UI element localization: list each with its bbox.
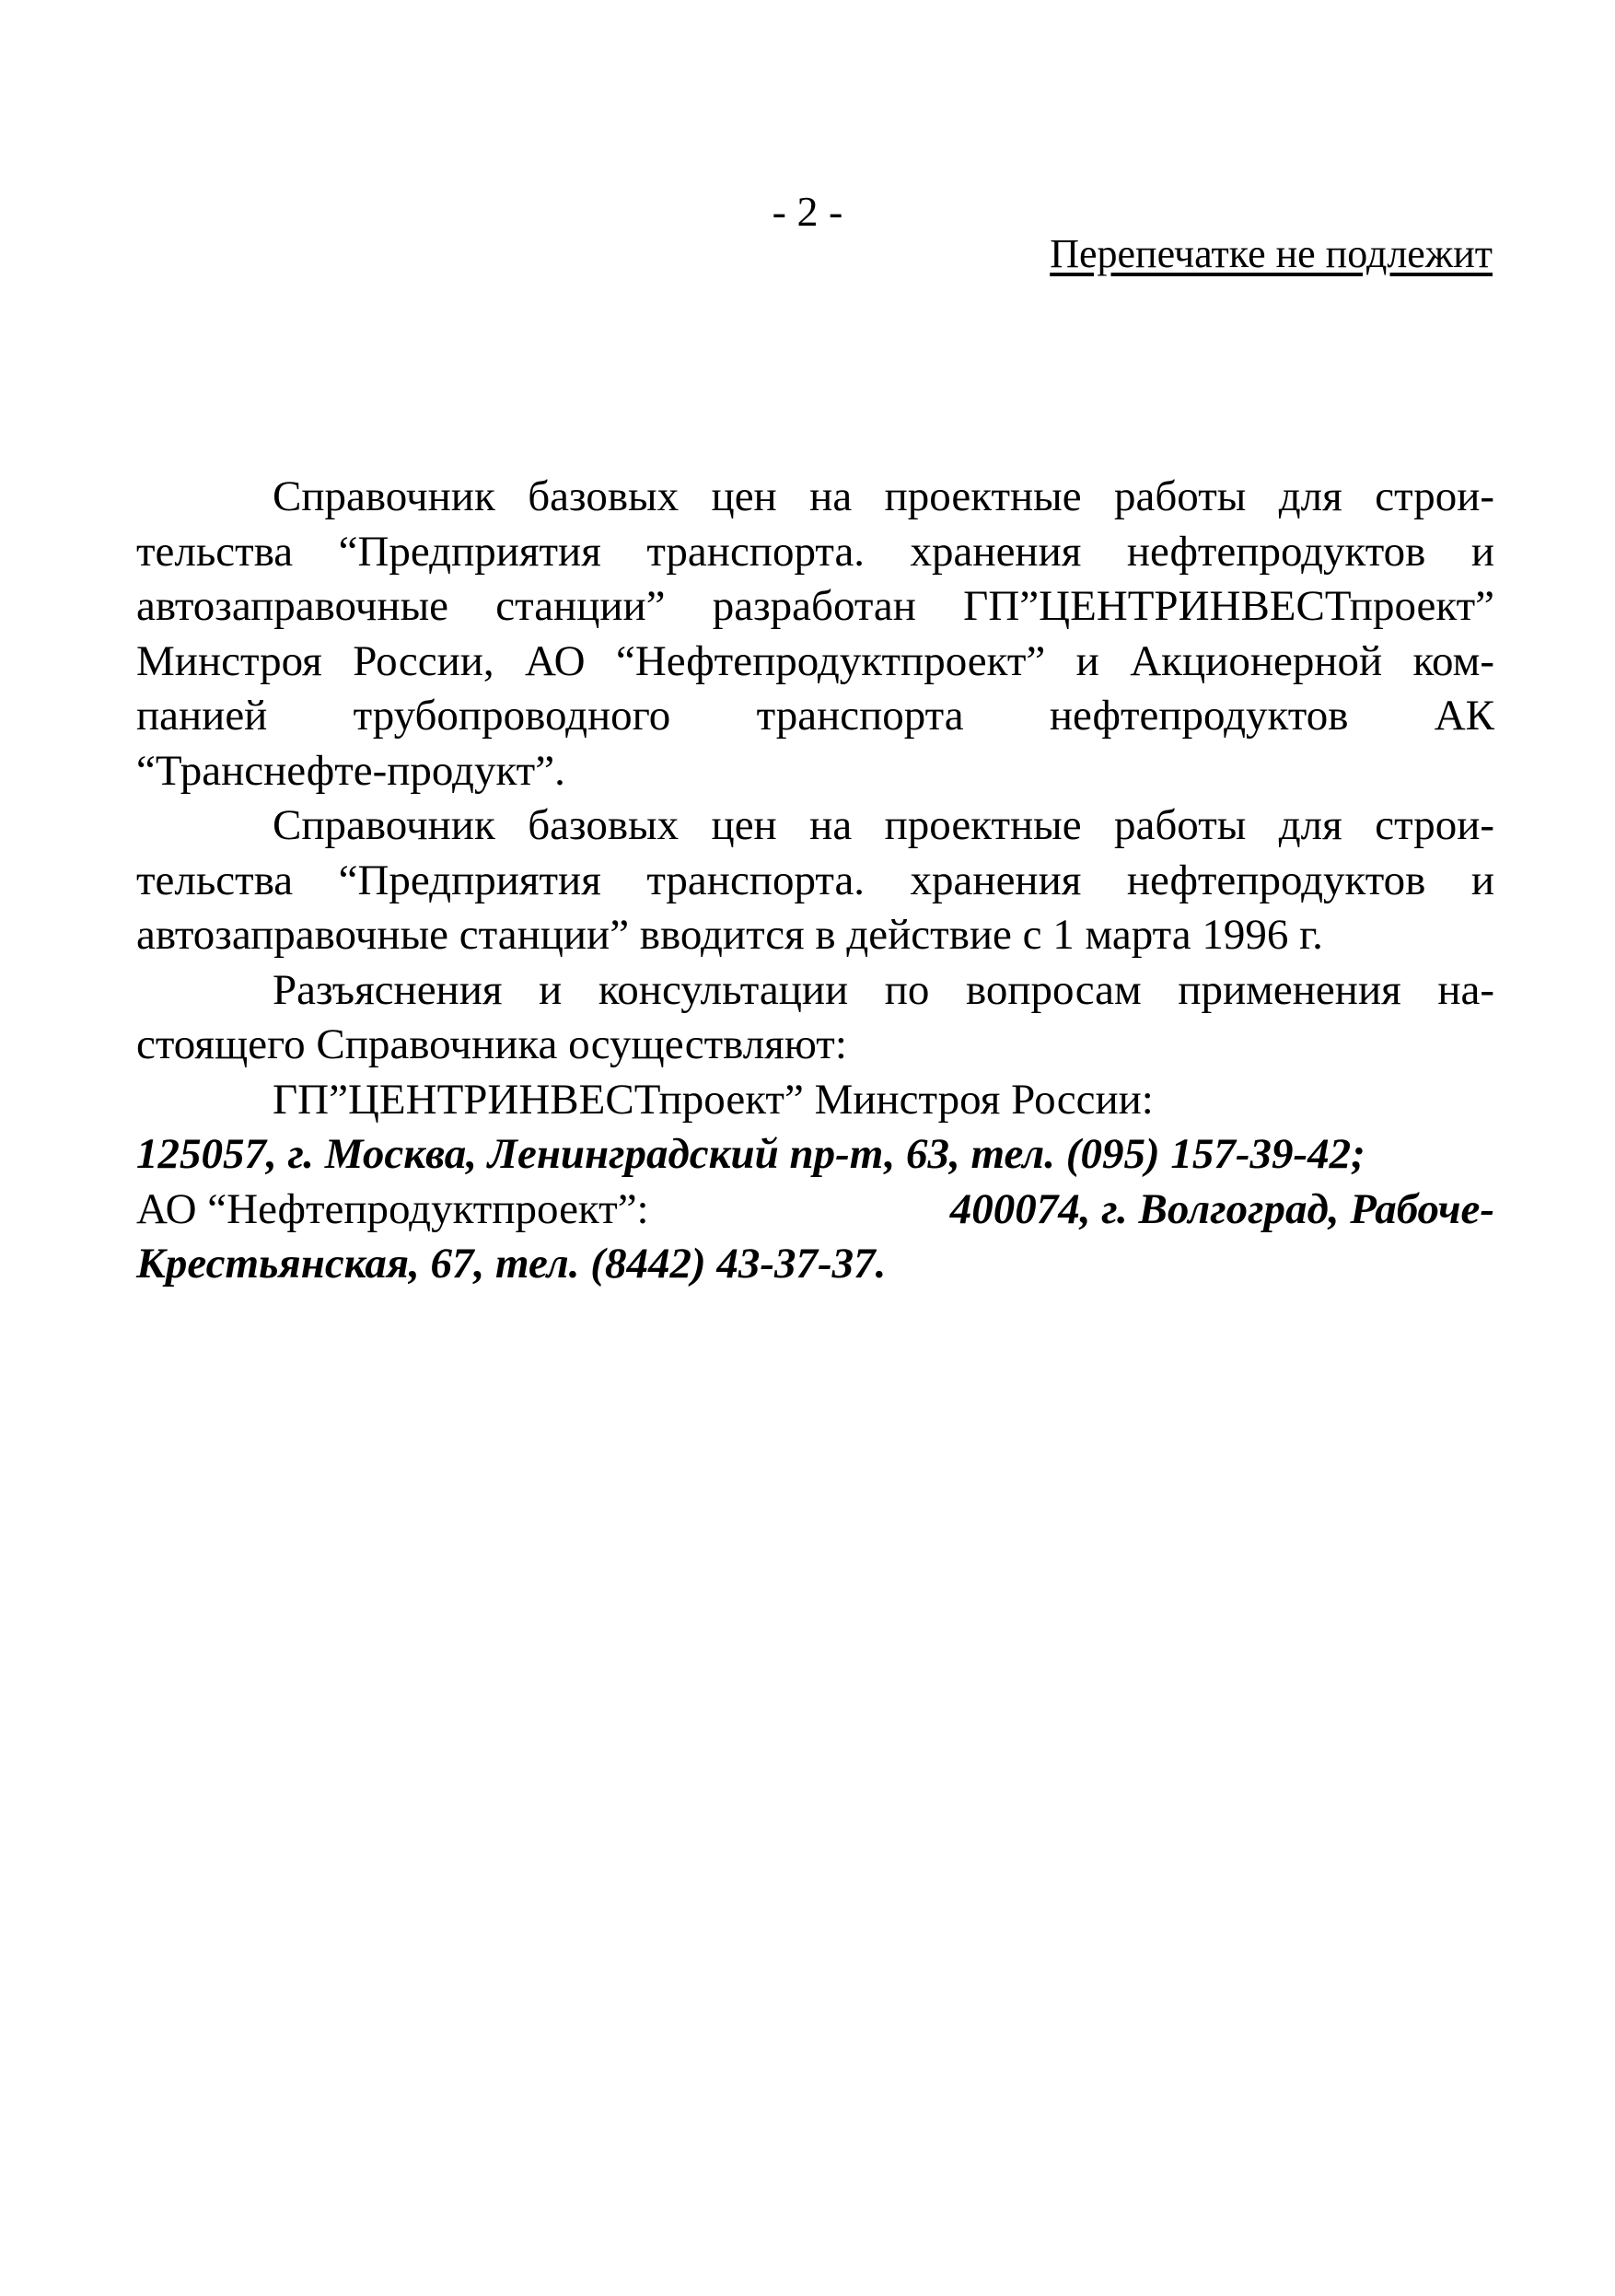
org2-name: АО “Нефтепродуктпроект”: — [136, 1184, 649, 1233]
text-line: Справочник базовых цен на проектные работы для строи- — [273, 472, 1494, 520]
text-line: Справочник базовых цен на проектные работы для строи- — [273, 801, 1494, 849]
text-line: тельства “Предприятия транспорта. хранения нефтепродуктов и — [136, 856, 1494, 904]
reprint-prohibited-stamp: Перепечатке не подлежит — [1050, 231, 1493, 276]
page-number: - 2 - — [772, 188, 843, 235]
paragraph-effective-date — [136, 798, 1494, 963]
text-line: автозаправочные станции” разработан ГП”ЦЕНТРИНВЕСТпроект” — [136, 582, 1494, 630]
org2-address-part2: Крестьянская, 67, тел. (8442) 43-37-37. — [136, 1240, 887, 1288]
paragraph-consultations — [136, 963, 1494, 1073]
contacts-block — [136, 1073, 1494, 1292]
text-line: “Транснефте-продукт”. — [136, 746, 565, 795]
text-line: Разъяснения и консультации по вопросам применения на- — [273, 965, 1494, 1014]
org2-address-part1: 400074, г. Волгоград, Рабоче- — [949, 1184, 1494, 1233]
text-line: тельства “Предприятия транспорта. хранения нефтепродуктов и — [136, 527, 1494, 576]
org1-name: ГП”ЦЕНТРИНВЕСТпроект” Минстроя России: — [273, 1075, 1154, 1124]
text-line: автозаправочные станции” вводится в действие с 1 марта 1996 г. — [136, 911, 1323, 959]
paragraph-developers — [136, 470, 1494, 798]
org2-line — [136, 1183, 1494, 1238]
text-line: Минстроя России, АО “Нефтепродуктпроект” и Акционерной ком- — [136, 636, 1494, 685]
text-line: панией трубопроводного транспорта нефтепродуктов АК — [136, 692, 1494, 740]
document-body — [136, 470, 1494, 1292]
text-line: стоящего Справочника осуществляют: — [136, 1020, 847, 1068]
org1-address: 125057, г. Москва, Ленинградский пр-т, 63, тел. (095) 157-39-42; — [136, 1130, 1365, 1178]
